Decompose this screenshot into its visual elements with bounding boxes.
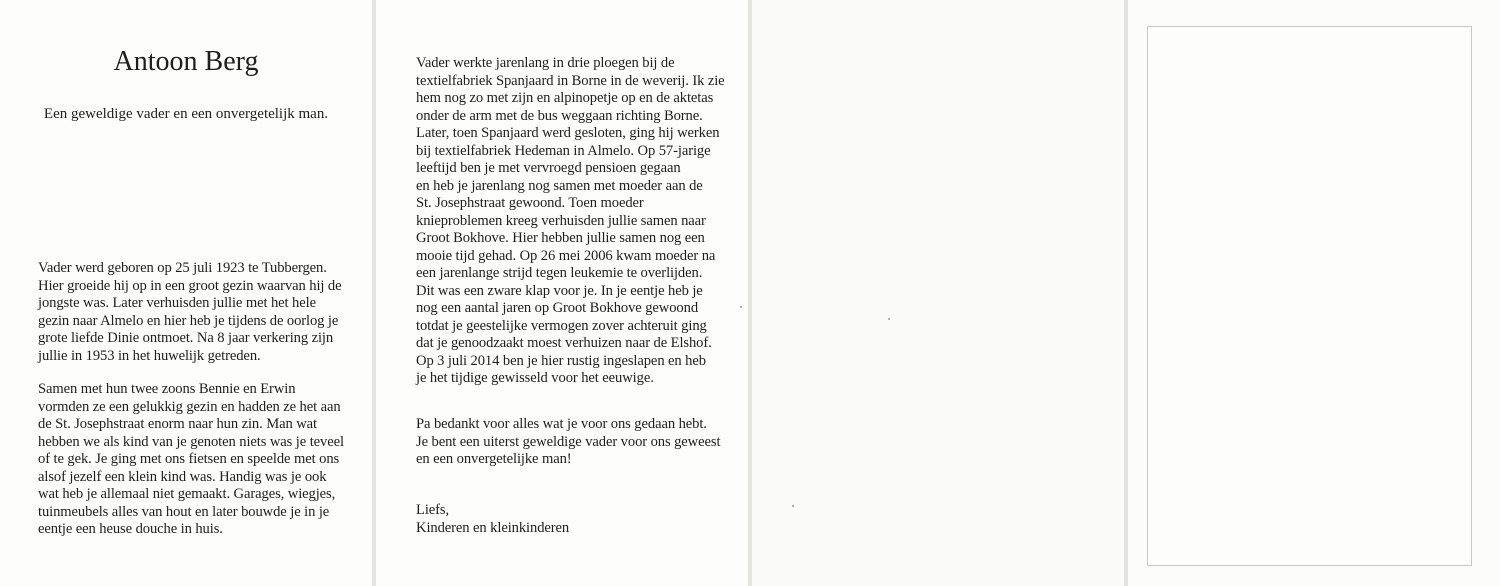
empty-photo-frame: [1147, 26, 1472, 566]
middle-page: [376, 0, 748, 586]
thank-you-paragraph: Pa bedankt voor alles wat je voor ons gedaan hebt. Je bent een uiterst geweldige vader voor ons geweest en een onvergetelijke man!: [416, 416, 721, 467]
biography-paragraph-3: Vader werkte jarenlang in drie ploegen bij de textielfabriek Spanjaard in Borne in de weverij. Ik zie hem nog zo met zijn en alpinopetje op en de aktetas onder de arm met de bus weggaan richting Borne. Later, toen Spanjaard werd gesloten, ging hij werken bij textielfabriek Hedeman in Almelo. Op 57-jarige leeftijd ben je met vervroegd pensioen gegaan en heb je jarenlang nog samen met moeder aan de St. Josephstraat gewoond. Toen moeder knieproblemen kreeg verhuisden jullie samen naar Groot Bokhove. Hier hebben jullie samen nog een mooie tijd gehad. Op 26 mei 2006 kwam moeder na een jarenlange strijd tegen leukemie te overlijden. Dit was een zware klap voor je. In je eentje heb je nog een aantal jaren op Groot Bokhove gewoond totdat je geestelijke vermogen zover achteruit ging dat je genoodzaakt moest verhuizen naar de Elshof. Op 3 juli 2014 ben je hier rustig ingeslapen en heb je het tijdige gewisseld voor het eeuwige.: [416, 55, 725, 386]
paper-speck: [792, 505, 794, 507]
paper-speck: [740, 306, 742, 308]
biography-paragraph-2: Samen met hun twee zoons Bennie en Erwin vormden ze een gelukkig gezin en hadden ze het aan de St. Josephstraat enorm naar hun zin. Man wat hebben we als kind van je genoten niets was je teveel of te gek. Je ging met ons fietsen en speelde met ons alsof jezelf een klein kind was. Handig was je ook wat heb je allemaal niet gemaakt. Garages, wiegjes, tuinmeubels alles van hout en later bouwde je in je eentje een heuse douche in huis.: [38, 381, 344, 537]
deceased-name: Antoon Berg: [113, 46, 259, 77]
paper-speck: [888, 318, 890, 320]
tagline: Een geweldige vader en een onvergetelijk man.: [43, 106, 329, 122]
biography-paragraph-1: Vader werd geboren op 25 juli 1923 te Tubbergen. Hier groeide hij op in een groot gezin waarvan hij de jongste was. Later verhuisden jullie met het hele gezin naar Almelo en hier heb je tijdens de oorlog je grote liefde Dinie ontmoet. Na 8 jaar verkering zijn jullie in 1953 in het huwelijk getreden.: [38, 260, 342, 364]
right-page: [1128, 0, 1500, 586]
closing-signature: Liefs, Kinderen en kleinkinderen: [416, 502, 570, 536]
left-page: [0, 0, 372, 586]
blank-page: [752, 0, 1124, 586]
